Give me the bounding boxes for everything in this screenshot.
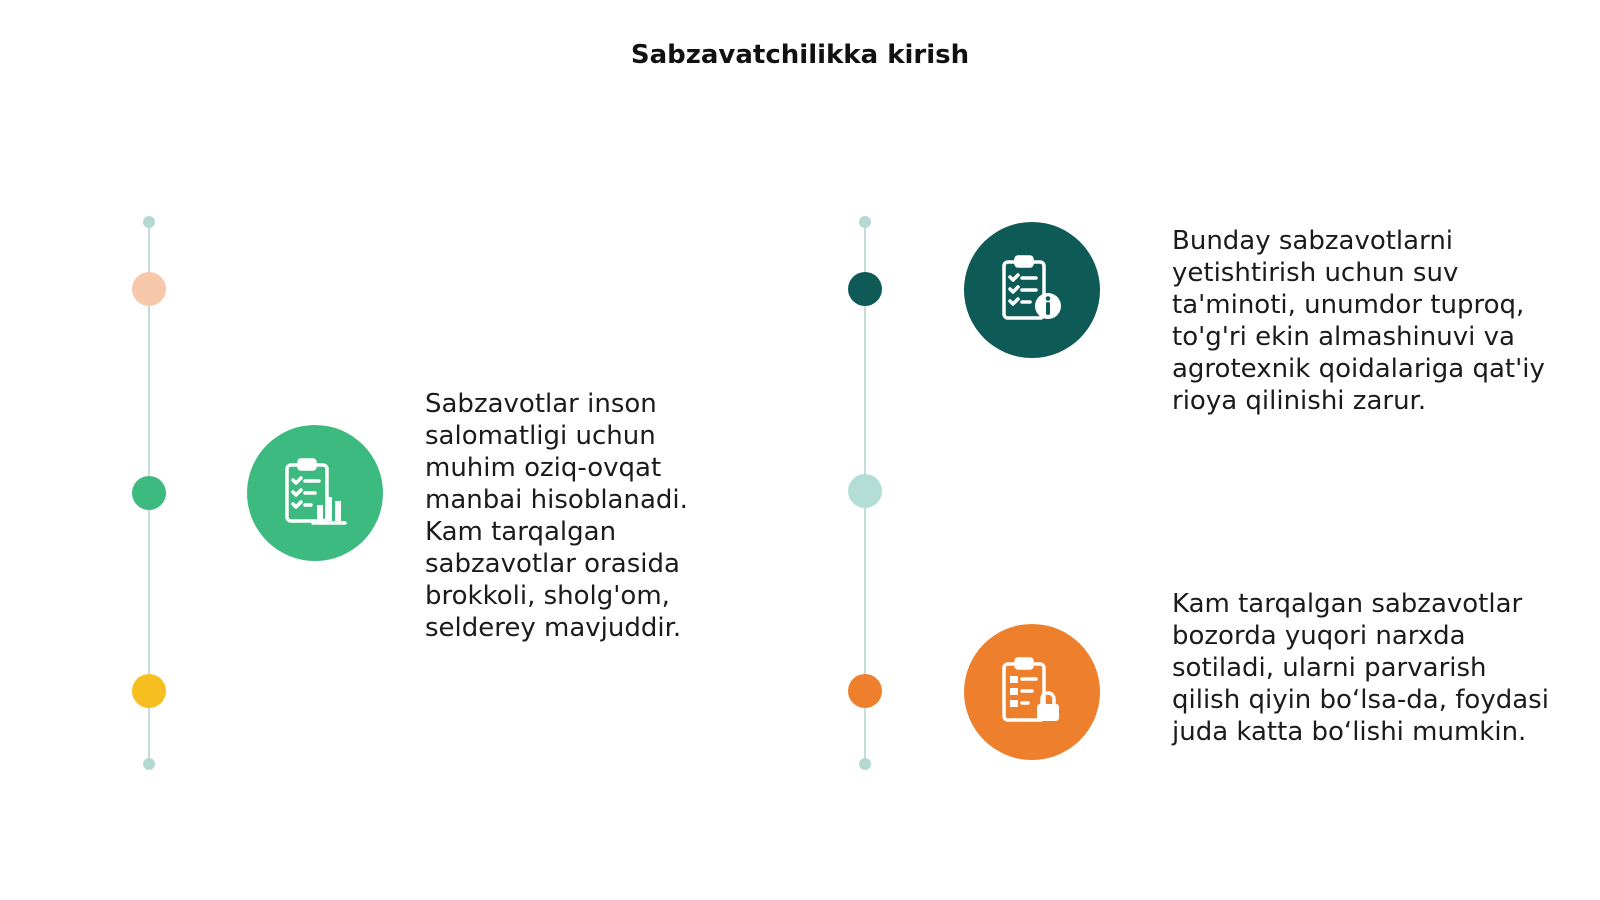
item-2-text: Bunday sabzavotlarni yetishtirish uchun suv ta'minoti, unumdor tuproq, to'g'ri ekin almashinuvi va agrotexnik qoidalariga qat'iy rioya qilinishi zarur.	[1172, 226, 1545, 416]
item-1-icon-circle	[247, 425, 383, 561]
clipboard-info-icon	[992, 250, 1072, 330]
right-timeline-dot-orange	[848, 674, 882, 708]
item-1-text: Sabzavotlar inson salomatligi uchun muhim oziq-ovqat manbai hisoblanadi. Kam tarqalgan sabzavotlar orasida brokkoli, sholg'om, selderey mavjuddir.	[425, 389, 688, 643]
clipboard-lock-icon	[992, 652, 1072, 732]
left-timeline-dot-yellow	[132, 674, 166, 708]
left-timeline-top-cap	[143, 216, 155, 228]
right-timeline-dot-mint	[848, 474, 882, 508]
item-3-text: Kam tarqalgan sabzavotlar bozorda yuqori narxda sotiladi, ularni parvarish qilish qiyin bo‘lsa-da, foydasi juda katta bo‘lishi mumkin.	[1172, 589, 1549, 747]
clipboard-chart-icon	[275, 453, 355, 533]
item-2-icon-circle	[964, 222, 1100, 358]
left-timeline-dot-peach	[132, 272, 166, 306]
page-title: Sabzavatchilikka kirish	[630, 40, 970, 70]
left-timeline-dot-green	[132, 476, 166, 510]
right-timeline-top-cap	[859, 216, 871, 228]
item-3-icon-circle	[964, 624, 1100, 760]
right-timeline-bottom-cap	[859, 758, 871, 770]
right-timeline-dot-teal	[848, 272, 882, 306]
left-timeline-bottom-cap	[143, 758, 155, 770]
